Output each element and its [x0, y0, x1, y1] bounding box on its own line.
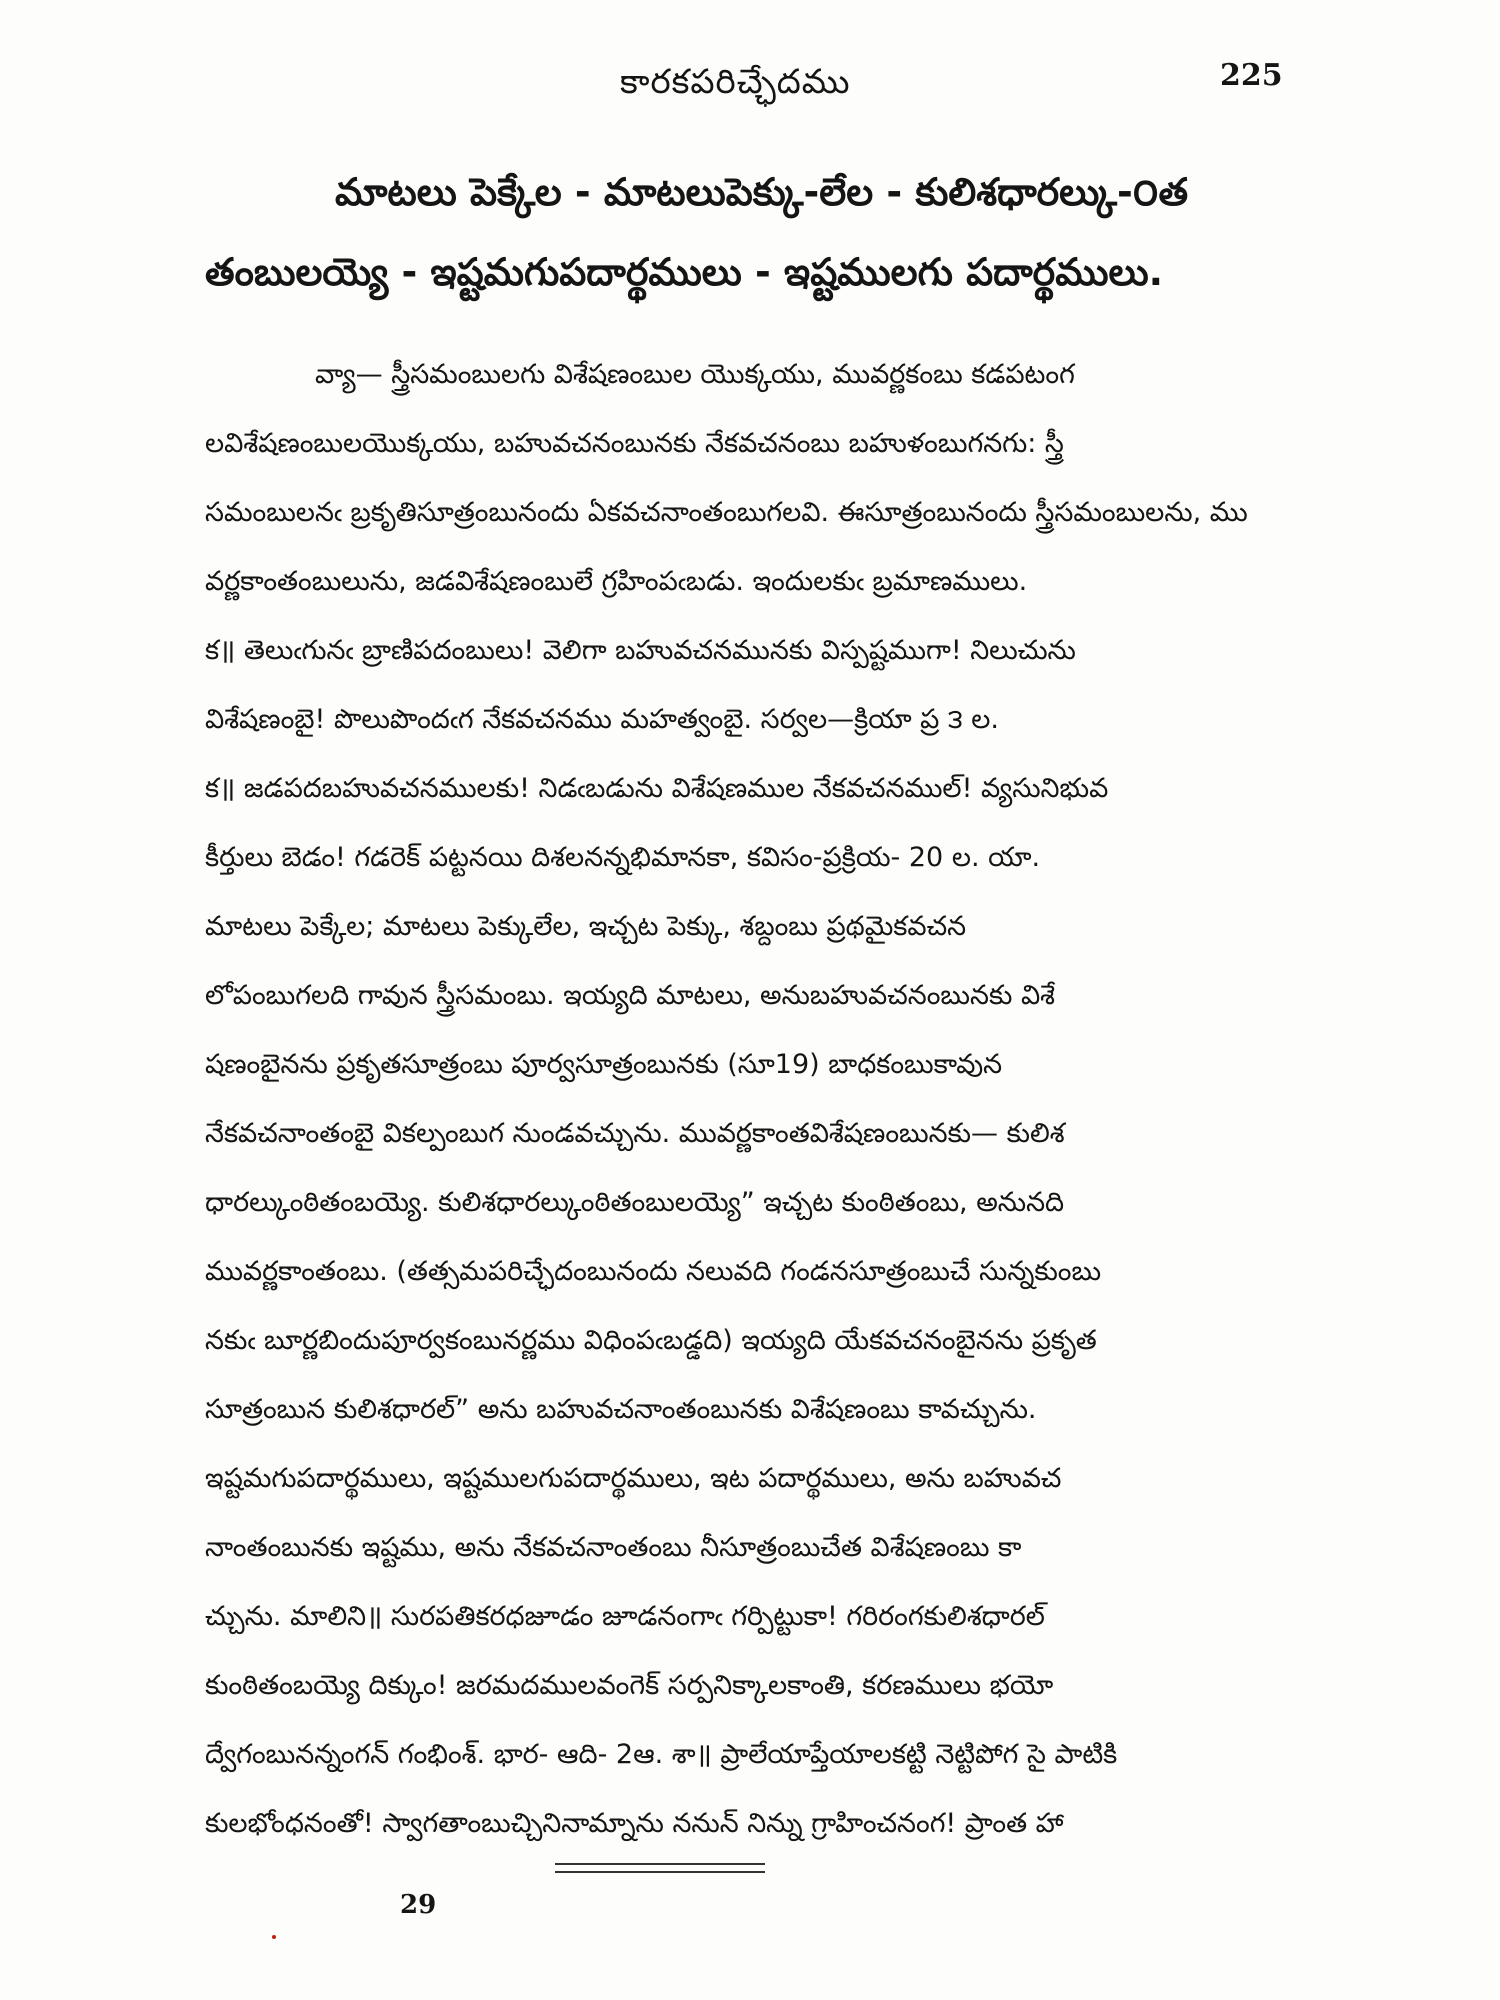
verse-line-2: తంబులయ్యె - ఇష్టమగుపదార్థములు - ఇష్టములగు పదార్థములు.: [205, 250, 1164, 294]
body-line: కీర్తులు బెడం! గడరెక్ పట్టనయి దిశలనన్నభిమానకా, కవిసం-ప్రక్రియ- 20 ల. యా.: [205, 842, 1041, 873]
body-line: మువర్ణకాంతంబు. (తత్సమపరిచ్ఛేదంబునందు నలువది గండనసూత్రంబుచే సున్నకుంబు: [205, 1256, 1102, 1287]
body-line: క॥ జడపదబహువచనములకు! నిడఁబడును విశేషణముల నేకవచనముల్! వ్యసునిభువ: [205, 773, 1109, 804]
body-line: కుంఠితంబయ్యె దిక్కుం! జరమదములవంగెక్ సర్పనిక్కాలకాంతి, కరణములు భయో: [205, 1670, 1054, 1701]
body-line: విశేషణంబై! పొలుపొందఁగ నేకవచనము మహత్వంబై. సర్వల—క్రియా ప్ర ౩ ల.: [205, 704, 1000, 735]
body-line: లవిశేషణంబులయొక్కయు, బహువచనంబునకు నేకవచనంబు బహుళంబుగనగు: స్త్రీ: [205, 428, 1064, 459]
body-line: ధారల్కుంఠితంబయ్యె. కులిశధారల్కుంఠితంబులయ్యె” ఇచ్చట కుంఠితంబు, అనునది: [205, 1187, 1065, 1218]
ink-speck: [272, 1935, 276, 1939]
commentary-body: [205, 340, 1325, 1858]
body-line: క॥ తెలుఁగునఁ బ్రాణిపదంబులు! వెలిగా బహువచనమునకు విస్పష్టముగా! నిలుచును: [205, 635, 1076, 666]
body-line: నాంతంబునకు ఇష్టము, అను నేకవచనాంతంబు నీసూత్రంబుచేత విశేషణంబు కా: [205, 1532, 1022, 1563]
body-line: నకుఁ బూర్ణబిందుపూర్వకంబునర్ణము విధింపఁబడ్డది) ఇయ్యది యేకవచనంబైనను ప్రకృత: [205, 1325, 1097, 1356]
body-line: మాటలు పెక్కేల; మాటలు పెక్కులేల, ఇచ్చట పెక్కు, శబ్దంబు ప్రథమైకవచన: [205, 911, 967, 942]
page-header: [0, 48, 1500, 108]
body-line: షణంబైనను ప్రకృతసూత్రంబు పూర్వసూత్రంబునకు (సూ19) బాధకంబుకావున: [205, 1049, 1003, 1080]
body-line: వ్యా— స్త్రీసమంబులగు విశేషణంబుల యొక్కయు, మువర్ణకంబు కడపటంగ: [315, 359, 1075, 390]
running-title: కారకపరిచ్ఛేదము: [620, 62, 851, 102]
signature-rule: [555, 1863, 765, 1873]
body-line: ఇష్టమగుపదార్థములు, ఇష్టములగుపదార్థములు, ఇట పదార్థములు, అను బహువచ: [205, 1463, 1062, 1494]
verse-line-1: మాటలు పెక్కేల - మాటలుపెక్కు-లేల - కులిశధారల్కు-౦త: [335, 170, 1189, 214]
body-line: వర్ణకాంతంబులును, జడవిశేషణంబులే గ్రహింపఁబడు. ఇందులకుఁ బ్రమాణములు.: [205, 566, 1028, 597]
body-line: చ్చును. మాలిని॥ సురపతికరధజూడం జూడనంగాఁ గర్పిట్టుకా! గరిరంగకులిశధారల్: [205, 1601, 1045, 1632]
body-line: ద్వేగంబునన్నంగన్ గంభింశ్. భార- ఆది- 2ఆ. శా॥ ప్రాలేయాప్తేయాలకట్టి నెట్టిపోగ సై పాటికి: [205, 1739, 1118, 1770]
body-line: సూత్రంబున కులిశధారల్” అను బహువచనాంతంబునకు విశేషణంబు కావచ్చును.: [205, 1394, 1037, 1425]
body-line: నేకవచనాంతంబై వికల్పంబుగ నుండవచ్చును. మువర్ణకాంతవిశేషణంబునకు— కులిశ: [205, 1118, 1065, 1149]
body-line: కులభోంధనంతో! స్వాగతాంబుచ్చినినామ్నాను ననున్ నిన్ను గ్రాహించనంగ! ప్రాంత హా: [205, 1808, 1064, 1839]
body-line: సమంబులనఁ బ్రకృతిసూత్రంబునందు ఏకవచనాంతంబుగలవి. ఈసూత్రంబునందు స్త్రీసమంబులను, ము: [205, 497, 1248, 528]
body-line: లోపంబుగలది గావున స్త్రీసమంబు. ఇయ్యది మాటలు, అనుబహువచనంబునకు విశే: [205, 980, 1056, 1011]
signature-number: 29: [400, 1890, 437, 1920]
page-number: 225: [1220, 58, 1283, 93]
